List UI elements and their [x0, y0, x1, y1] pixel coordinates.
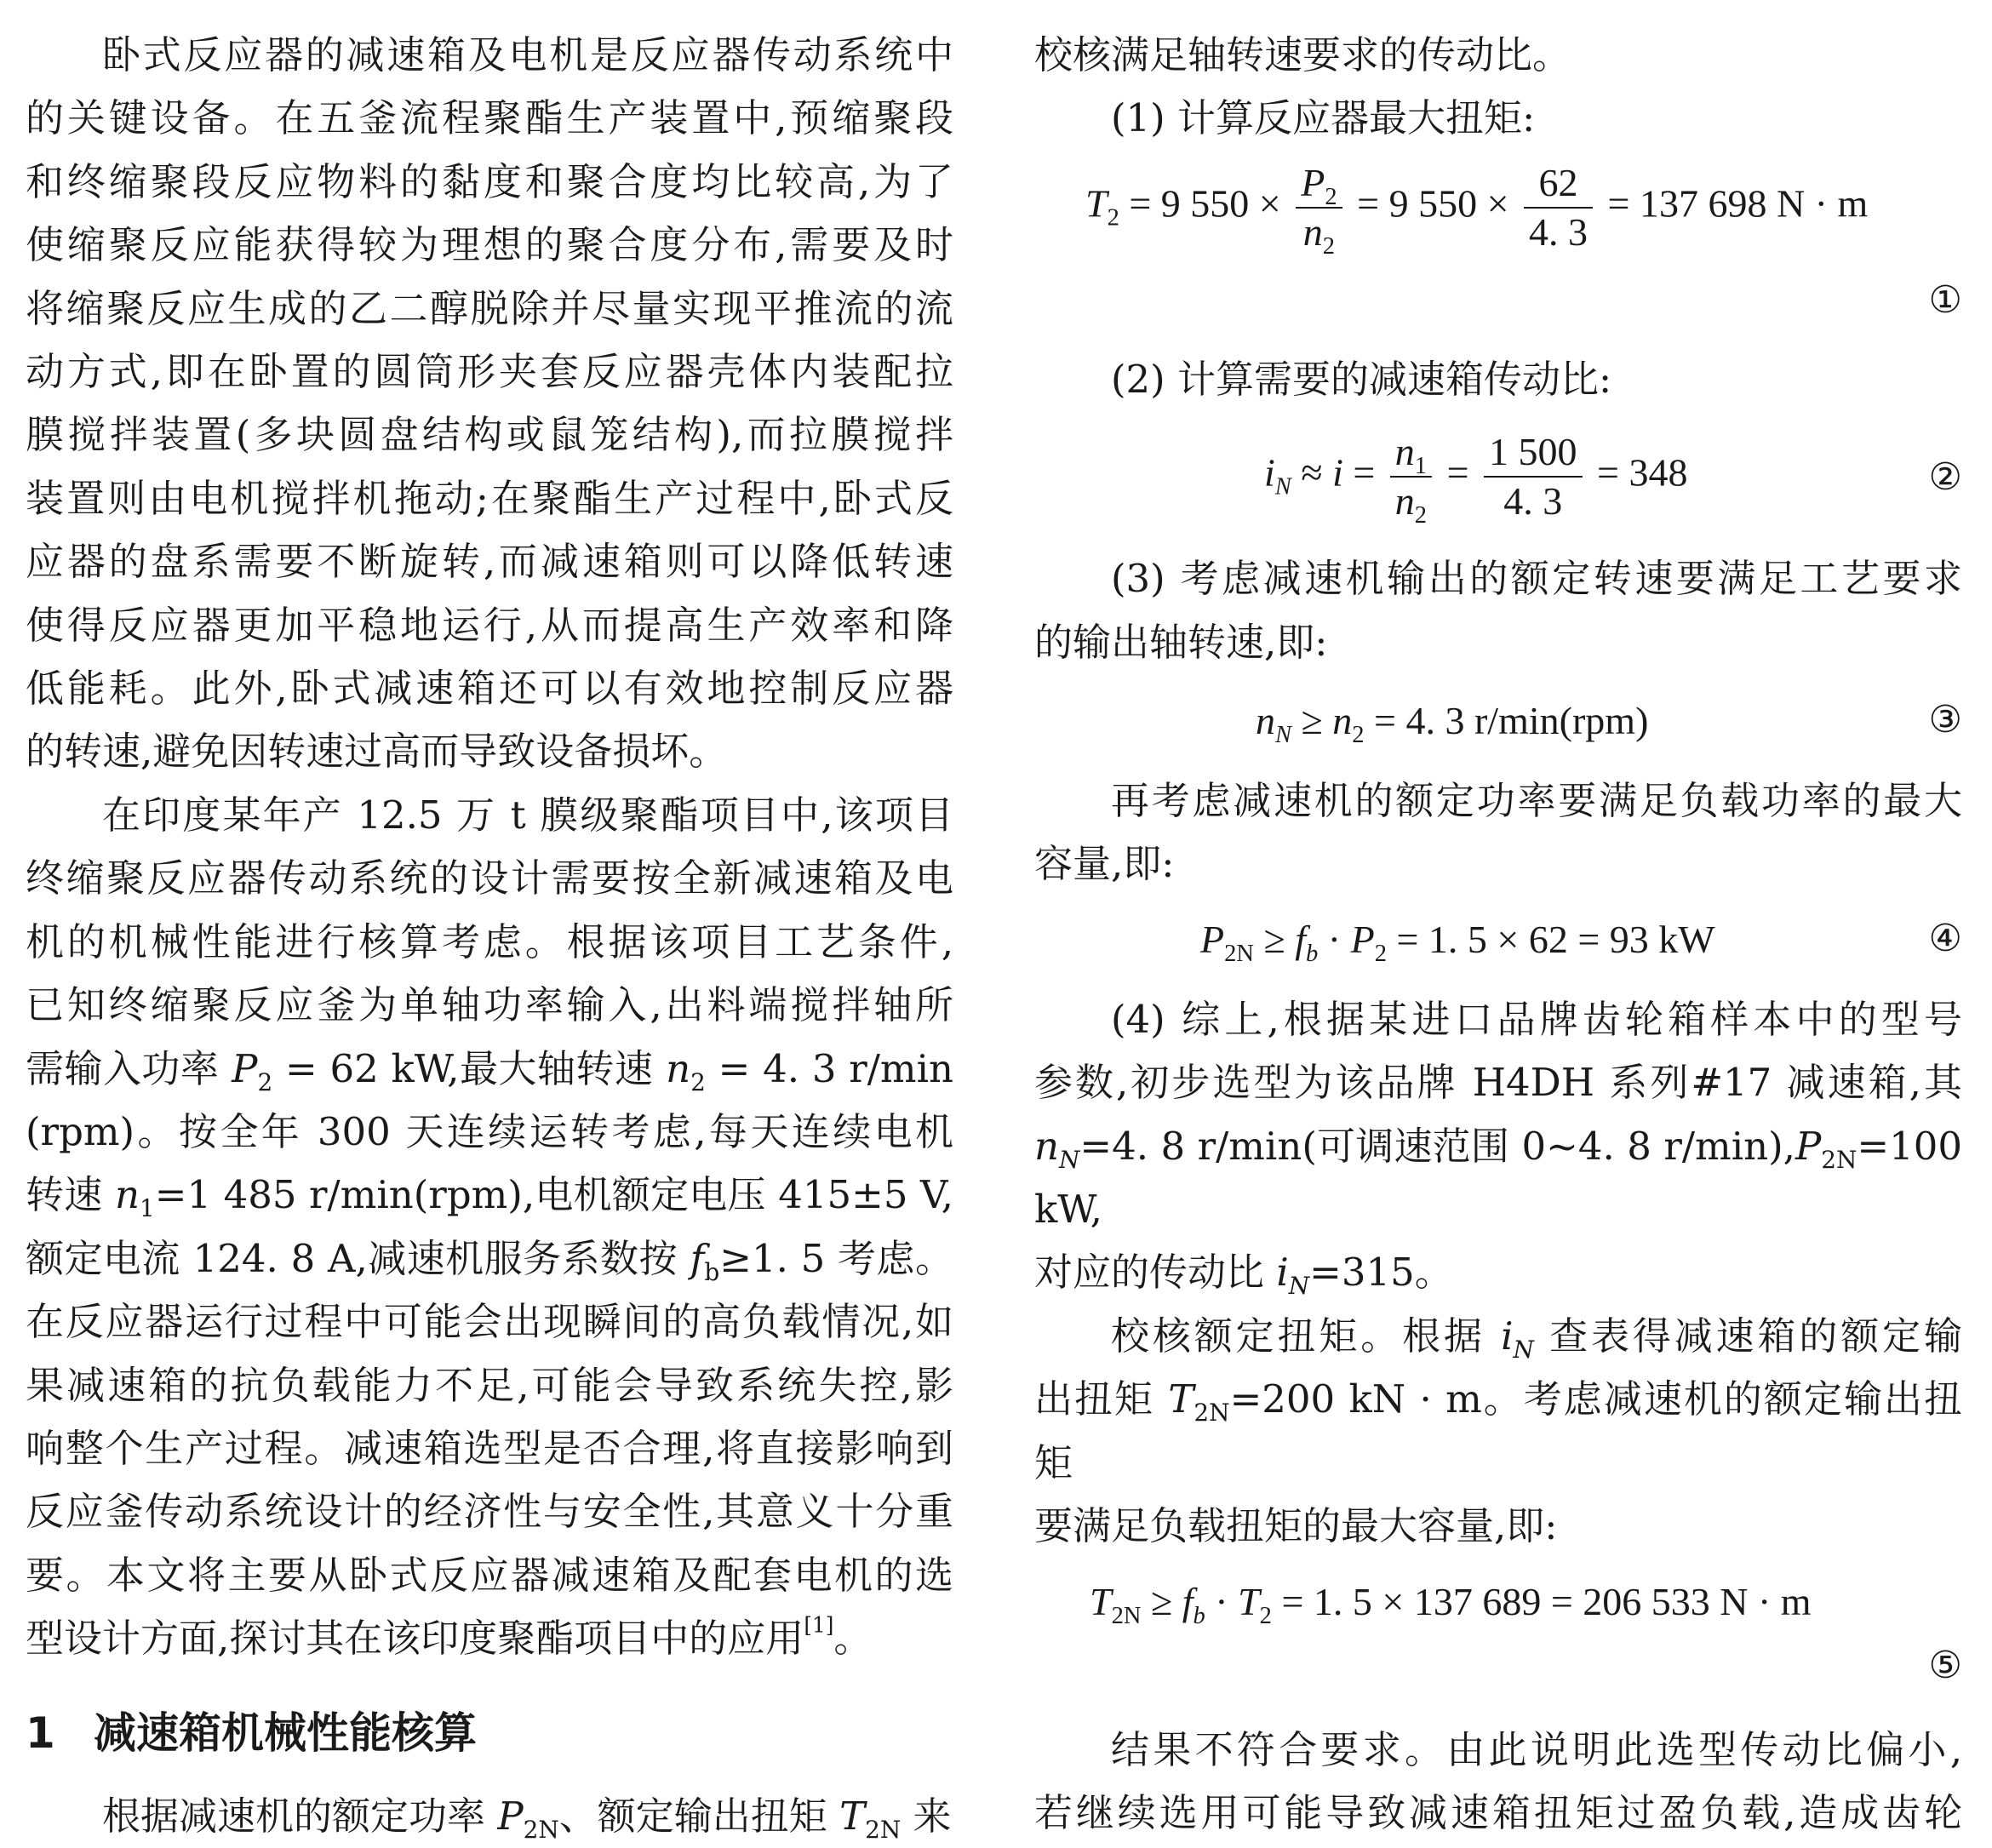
right-column	[1034, 24, 1962, 1845]
text-line: 校核满足轴转速要求的传动比。	[1034, 32, 1571, 77]
citation-ref: [1]	[804, 1612, 834, 1638]
text-line: 要满足负载扭矩的最大容量,即:	[1034, 1503, 1558, 1549]
section-number: 1	[26, 1708, 55, 1758]
text-line: 要。本文将主要从卧式反应器减速箱及配套电机的选	[26, 1552, 953, 1598]
equation-5-formula: $T_{2N} \ge f_b \cdot T_2 = 1$. 5 × 137 689 = 206 533 N · m	[1090, 1579, 1812, 1629]
paragraph-project	[26, 784, 953, 1671]
text-line: (4) 综上,根据某进口品牌齿轮箱样本中的型号	[1111, 996, 1962, 1042]
text-line: 反应釜传动系统设计的经济性与安全性,其意义十分重	[26, 1489, 953, 1535]
text-line: 装置则由电机搅拌机拖动;在聚酯生产过程中,卧式反	[26, 475, 953, 521]
text-line: 使缩聚反应能获得较为理想的聚合度分布,需要及时	[26, 222, 953, 268]
text-line: 再考虑减速机的额定功率要满足负载功率的最大	[1111, 778, 1962, 824]
text-line: (3) 考虑减速机输出的额定转速要满足工艺要求	[1111, 556, 1962, 602]
text-line: 结果不符合要求。由此说明此选型传动比偏小,	[1111, 1726, 1962, 1772]
text-line: 参数,初步选型为该品牌 H4DH 系列#17 减速箱,其	[1034, 1060, 1962, 1106]
text-line: 若继续选用可能导致减速箱扭矩过盈负载,造成齿轮	[1034, 1789, 1962, 1835]
text-line: 响整个生产过程。减速箱选型是否合理,将直接影响到	[26, 1425, 953, 1471]
equation-number: ②	[1928, 456, 1962, 499]
text-line: 在反应器运行过程中可能会出现瞬间的高负载情况,如	[26, 1299, 953, 1345]
left-column	[26, 24, 953, 1848]
text-line: 将缩聚反应生成的乙二醇脱除并尽量实现平推流的流	[26, 285, 953, 331]
text-line: 应器的盘系需要不断旋转,而减速箱则可以降低转速	[26, 539, 953, 585]
text-line: 校核额定扭矩。根据 $i_N$ 查表得减速箱的额定输	[1111, 1313, 1962, 1364]
equation-5	[1034, 1559, 1962, 1708]
step-2-label: (2) 计算需要的减速箱传动比:	[1111, 356, 1612, 402]
text-line: 和终缩聚段反应物料的黏度和聚合度均比较高,为了	[26, 158, 953, 204]
equation-number: ①	[1928, 278, 1962, 321]
section-title: 减速箱机械性能核算	[94, 1708, 477, 1758]
text-line: 动方式,即在卧置的圆筒形夹套反应器壳体内装配拉	[26, 349, 953, 395]
text-line: 的输出轴转速,即:	[1034, 619, 1328, 665]
text-line: 已知终缩聚反应釜为单轴功率输入,出料端搅拌轴所	[26, 982, 953, 1028]
text-line: $n_N=4$. 8 r/min(可调速范围 0~4. 8 $r/\min),P_{2N}=100$ kW,	[1034, 1123, 1962, 1233]
text-line: (rpm)。按全年 300 天连续运转考虑,每天连续电机	[26, 1108, 953, 1154]
equation-3-formula: $n_N \ge n_2 = 4$. 3 r/min(rpm)	[1256, 699, 1649, 748]
text-line: 果减速箱的抗负载能力不足,可能会导致系统失控,影	[26, 1362, 953, 1408]
text-line: 的关键设备。在五釜流程聚酯生产装置中,预缩聚段	[26, 95, 953, 141]
text-line: 容量,即:	[1034, 841, 1175, 887]
text-line: 终缩聚反应器传动系统的设计需要按全新减速箱及电	[26, 855, 953, 901]
step-1-label: (1) 计算反应器最大扭矩:	[1111, 95, 1536, 141]
text-line: 型设计方面,探讨其在该印度聚酯项目中的应用[1]。	[26, 1612, 873, 1662]
equation-1	[1034, 151, 1962, 348]
fraction: $\frac{P_2}{n_2}$	[1296, 159, 1342, 256]
text-line: 使得反应器更加平稳地运行,从而提高生产效率和降	[26, 602, 953, 648]
equation-2	[1034, 411, 1962, 547]
text-line: 额定电流 124. 8 A,减速机服务系数按 $f_b\ge 1$. 5 考虑。	[26, 1235, 953, 1286]
fraction: $\frac{62}{4. 3}$	[1524, 159, 1593, 256]
text-line: 卧式反应器的减速箱及电机是反应器传动系统中	[102, 32, 953, 77]
text-line: 机的机械性能进行核算考虑。根据该项目工艺条件,	[26, 918, 953, 964]
section-heading	[26, 1703, 953, 1763]
equation-number: ④	[1928, 917, 1962, 959]
equation-2-formula: $i_N \approx i$ = $\frac{n_1}{n_2}$ = $\frac{1 500}{4. 3}$ = 348	[1264, 430, 1688, 529]
equation-4	[1034, 896, 1962, 988]
fraction: $\frac{n_1}{n_2}$	[1390, 428, 1432, 525]
equation-4-formula: $P_{2N} \ge f_b \cdot P_2 = 1$. 5 × 62 = 93 kW	[1200, 917, 1715, 967]
text-line: 膜搅拌装置(多块圆盘结构或鼠笼结构),而拉膜搅拌	[26, 412, 953, 458]
text-line: 出扭矩 $T_{2N}=200$ kN · m。考虑减速机的额定输出扭矩	[1034, 1376, 1962, 1485]
text-line: 转速 $n_1=1$ 485 r/min(rpm),电机额定电压 415±5 V,	[26, 1172, 953, 1223]
text-line: 对应的传动比 $i_N=315$。	[1034, 1250, 1453, 1301]
equation-number: ⑤	[1928, 1644, 1962, 1686]
text-line: 根据减速机的额定功率 $P_{2N}$、额定输出扭矩 $T_{2N}$ 来	[102, 1793, 952, 1844]
text-line: 在印度某年产 12.5 万 t 膜级聚酯项目中,该项目	[102, 792, 953, 838]
equation-3	[1034, 674, 1962, 770]
text-line: 需输入功率 $P_2 = 62$ kW,最大轴转速 $n_2 = 4$. 3 r/min	[26, 1045, 953, 1096]
text-line: 的转速,避免因转速过高而导致设备损坏。	[26, 729, 728, 775]
equation-number: ③	[1928, 699, 1962, 741]
paragraph-intro	[26, 24, 953, 784]
fraction: $\frac{1 500}{4. 3}$	[1484, 428, 1583, 525]
text-line: 低能耗。此外,卧式减速箱还可以有效地控制反应器	[26, 666, 953, 712]
equation-1-formula: $T_2 = 9$ 550 × $\frac{P_2}{n_2}$ = 9 550 × $\frac{62}{4. 3}$ = 137 698 N · m	[1085, 160, 1869, 260]
